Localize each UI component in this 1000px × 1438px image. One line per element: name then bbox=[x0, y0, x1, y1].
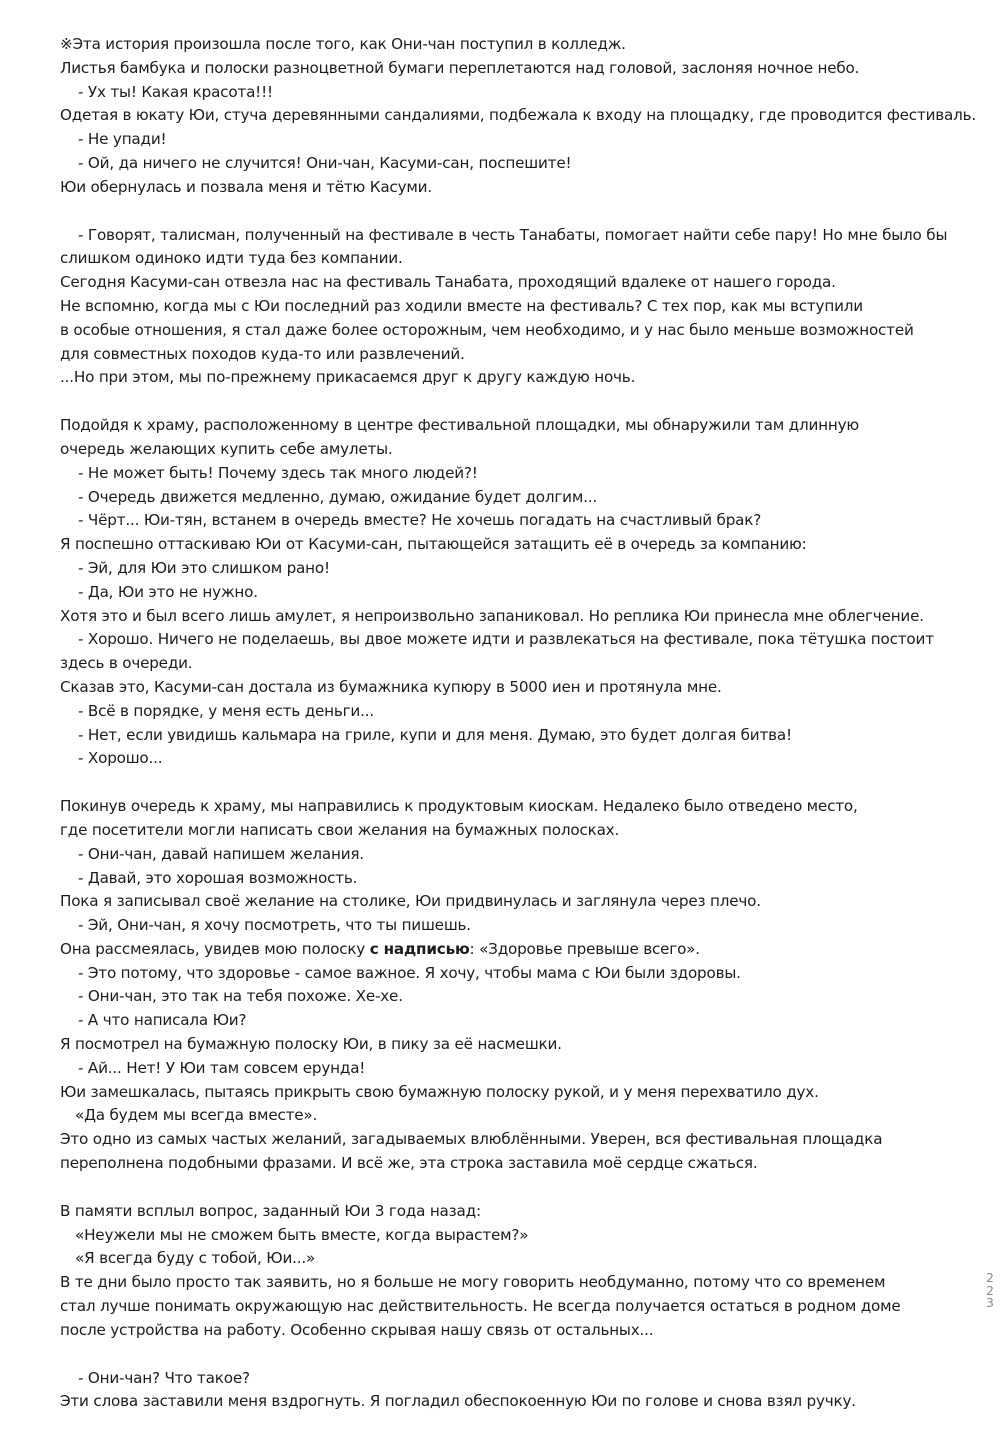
text-line: для совместных походов куда-то или развлечений. bbox=[60, 344, 465, 363]
text-line: Эти слова заставили меня вздрогнуть. Я погладил обеспокоенную Юи по голове и снова взял ручку. bbox=[60, 1392, 856, 1411]
text-line: Подойдя к храму, расположенному в центре фестивальной площадки, мы обнаружили там длинную bbox=[60, 416, 859, 435]
text-line: - Хорошо... bbox=[78, 749, 163, 768]
text-line: Не вспомню, когда мы с Юи последний раз ходили вместе на фестиваль? С тех пор, как мы вступили bbox=[60, 296, 863, 315]
text-segment: Она рассмеялась, увидев мою полоску bbox=[60, 939, 370, 958]
text-line: «Я всегда буду с тобой, Юи...» bbox=[75, 1249, 316, 1268]
text-line: - Ух ты! Какая красота!!! bbox=[78, 82, 273, 101]
text-line: - Хорошо. Ничего не поделаешь, вы двое можете идти и развлекаться на фестивале, пока тётушка постоит bbox=[78, 630, 934, 649]
page-number bbox=[986, 1272, 994, 1310]
paragraph bbox=[60, 1367, 975, 1415]
text-line: - Они-чан, это так на тебя похоже. Хе-хе. bbox=[78, 987, 403, 1006]
paragraph bbox=[60, 795, 975, 1176]
paragraph bbox=[60, 33, 975, 200]
text-line: - Не упади! bbox=[78, 130, 167, 149]
bold-text-segment: с надписью bbox=[369, 939, 470, 958]
text-line: - Они-чан? Что такое? bbox=[78, 1368, 250, 1387]
paragraph bbox=[60, 414, 975, 771]
text-line: - Они-чан, давай напишем желания. bbox=[78, 844, 364, 863]
text-line: Листья бамбука и полоски разноцветной бумаги переплетаются над головой, заслоняя ночное небо. bbox=[60, 58, 860, 77]
text-line: Сказав это, Касуми-сан достала из бумажника купюру в 5000 иен и протянула мне. bbox=[60, 677, 722, 696]
text-line: - Нет, если увидишь кальмара на гриле, купи и для меня. Думаю, это будет долгая битва! bbox=[78, 725, 792, 744]
text-line: - Не может быть! Почему здесь так много людей?! bbox=[78, 463, 478, 482]
text-line: Юи замешкалась, пытаясь прикрыть свою бумажную полоску рукой, и у меня перехватило дух. bbox=[60, 1082, 819, 1101]
text-line: - Давай, это хорошая возможность. bbox=[78, 868, 358, 887]
text-line: «Да будем мы всегда вместе». bbox=[75, 1106, 318, 1125]
text-line: - Говорят, талисман, полученный на фестивале в честь Танабаты, помогает найти себе пару! Но мне было бы bbox=[78, 225, 948, 244]
paragraph bbox=[60, 224, 975, 391]
text-line bbox=[60, 938, 975, 962]
text-line: - Очередь движется медленно, думаю, ожидание будет долгим... bbox=[78, 487, 597, 506]
text-line: Юи обернулась и позвала меня и тётю Касуми. bbox=[60, 177, 432, 196]
text-line: - Всё в порядке, у меня есть деньги... bbox=[78, 701, 374, 720]
text-line: «Неужели мы не сможем быть вместе, когда вырастем?» bbox=[75, 1225, 529, 1244]
text-line: Одетая в юкату Юи, стуча деревянными сандалиями, подбежала к входу на площадку, где проводится фестиваль. bbox=[60, 106, 977, 125]
text-line: Хотя это и был всего лишь амулет, я непроизвольно запаниковал. Но реплика Юи принесла мне облегчение. bbox=[60, 606, 924, 625]
text-line: Я поспешно оттаскиваю Юи от Касуми-сан, пытающейся затащить её в очередь за компанию: bbox=[60, 535, 807, 554]
text-line: ...Но при этом, мы по-прежнему прикасаемся друг к другу каждую ночь. bbox=[60, 368, 636, 387]
text-line: - Чёрт... Юи-тян, встанем в очередь вместе? Не хочешь погадать на счастливый брак? bbox=[78, 511, 762, 530]
text-line: В памяти всплыл вопрос, заданный Юи 3 года назад: bbox=[60, 1201, 481, 1220]
text-line: стал лучше понимать окружающую нас действительность. Не всегда получается остаться в родном доме bbox=[60, 1297, 901, 1316]
text-line: Сегодня Касуми-сан отвезла нас на фестиваль Танабата, проходящий вдалеке от нашего города. bbox=[60, 273, 836, 292]
story-text bbox=[60, 33, 975, 1438]
text-line: - Это потому, что здоровье - самое важное. Я хочу, чтобы мама с Юи были здоровы. bbox=[78, 963, 741, 982]
text-line: Пока я записывал своё желание на столике, Юи придвинулась и заглянула через плечо. bbox=[60, 892, 761, 911]
text-line: переполнена подобными фразами. И всё же, эта строка заставила моё сердце сжаться. bbox=[60, 1154, 758, 1173]
text-line: Это одно из самых частых желаний, загадываемых влюблёнными. Уверен, вся фестивальная площадка bbox=[60, 1130, 883, 1149]
page-number-digit: 3 bbox=[986, 1295, 994, 1310]
text-line: - Ай... Нет! У Юи там совсем ерунда! bbox=[78, 1058, 366, 1077]
paragraph bbox=[60, 1200, 975, 1343]
text-line: после устройства на работу. Особенно скрывая нашу связь от остальных... bbox=[60, 1320, 654, 1339]
text-line: в особые отношения, я стал даже более осторожным, чем необходимо, и у нас было меньше возможностей bbox=[60, 320, 914, 339]
text-line: ※Эта история произошла после того, как Они-чан поступил в колледж. bbox=[60, 35, 626, 53]
text-line: В те дни было просто так заявить, но я больше не могу говорить необдуманно, потому что со временем bbox=[60, 1273, 886, 1292]
text-line: - Да, Юи это не нужно. bbox=[78, 582, 258, 601]
text-segment: : «Здоровье превыше всего». bbox=[469, 939, 700, 958]
text-line: - Ой, да ничего не случится! Они-чан, Касуми-сан, поспешите! bbox=[78, 153, 572, 172]
text-line: слишком одиноко идти туда без компании. bbox=[60, 249, 403, 268]
text-line: - А что написала Юи? bbox=[78, 1011, 247, 1030]
text-line: где посетители могли написать свои желания на бумажных полосках. bbox=[60, 820, 620, 839]
text-line: Я посмотрел на бумажную полоску Юи, в пику за её насмешки. bbox=[60, 1035, 562, 1054]
text-line: здесь в очереди. bbox=[60, 654, 193, 673]
page-number-digit: 2 bbox=[986, 1282, 994, 1298]
page-number-digit: 2 bbox=[986, 1270, 994, 1285]
text-line: - Эй, Они-чан, я хочу посмотреть, что ты пишешь. bbox=[78, 916, 471, 935]
text-line: Покинув очередь к храму, мы направились к продуктовым киоскам. Недалеко было отведено место, bbox=[60, 797, 858, 816]
text-line: - Эй, для Юи это слишком рано! bbox=[78, 558, 330, 577]
text-line: очередь желающих купить себе амулеты. bbox=[60, 439, 393, 458]
